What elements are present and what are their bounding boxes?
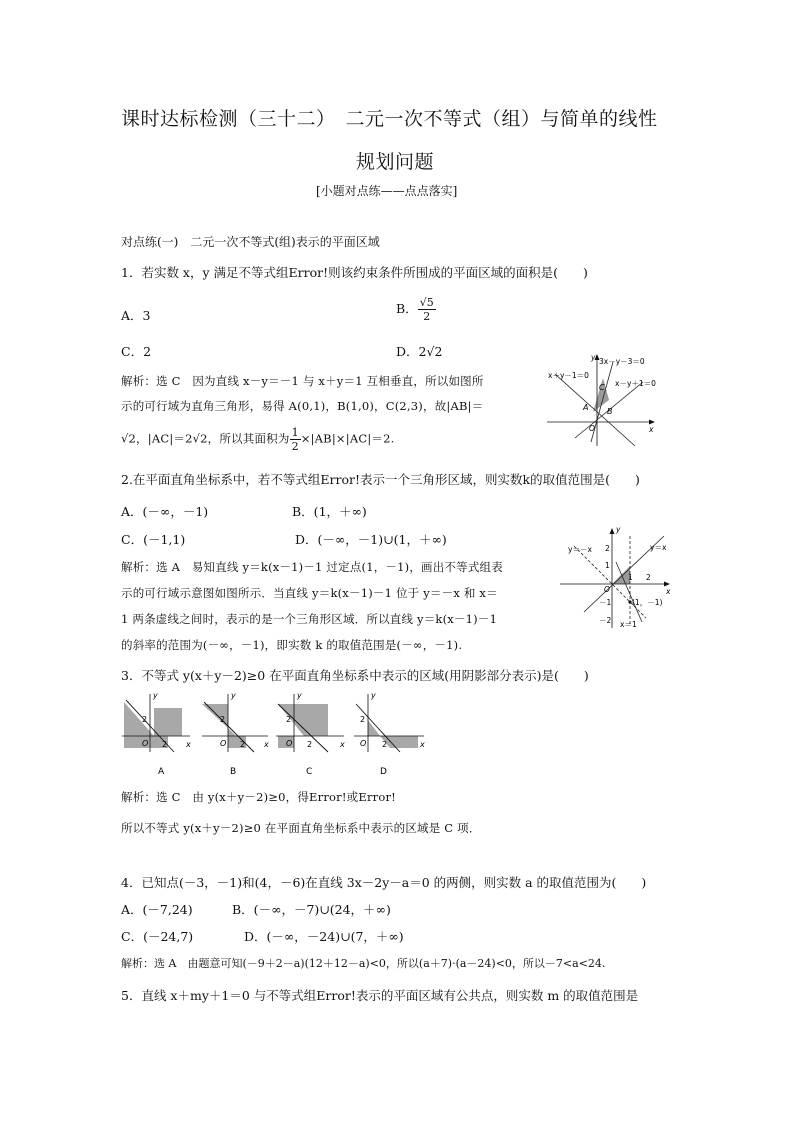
q2-label-x-eq-1: x＝1: [620, 620, 637, 629]
q1-solution-numerator: 1: [291, 426, 299, 439]
q4-option-a: A．(－7,24): [121, 902, 193, 917]
q3-b-x-label: x: [264, 740, 269, 749]
q1-option-b: [396, 296, 436, 323]
q2-option-d: D．(－∞，－1)∪(1，＋∞): [295, 532, 447, 547]
q4-option-d: D．(－∞，－24)∪(7，＋∞): [244, 929, 404, 944]
q2-label-y-eq-x: y＝x: [650, 543, 667, 552]
q3-d-tick-x: 2: [382, 740, 388, 749]
q2-tick-x-1: 1: [628, 573, 633, 582]
q3-a-origin: O: [142, 739, 149, 748]
q2-solution-line3: 1 两条虚线之间时，表示的是一个三角形区域．所以直线 y＝k(x－1)－1: [121, 612, 498, 626]
q3-figure-b: [202, 691, 269, 752]
question-2-stem: 2.在平面直角坐标系中，若不等式组Error!表示一个三角形区域，则实数k的取值范围是( ): [121, 472, 640, 487]
q3-caption-b: B: [230, 767, 237, 777]
subtitle: [小题对点练——点点落实]: [316, 184, 458, 198]
q1-label-top: 3x－y－3＝0: [599, 357, 645, 366]
q1-feasible-region-figure: [545, 350, 665, 448]
q2-option-b: B．(1，＋∞): [292, 504, 367, 519]
q3-a-y-label: y: [153, 691, 158, 700]
q3-caption-a: A: [158, 767, 165, 777]
page-title: 课时达标检测（三十二） 二元一次不等式（组）与简单的线性: [121, 108, 658, 130]
q3-figure-a: [122, 691, 191, 752]
q3-c-origin: O: [286, 739, 293, 748]
q2-y-arrow: [610, 528, 615, 534]
q3-a-shade-top: [154, 708, 182, 736]
q2-solution-line2: 示的可行域示意图如图所示．当直线 y＝k(x－1)－1 位于 y＝－x 和 x＝: [121, 586, 498, 600]
q1-origin: O: [589, 424, 595, 433]
q2-solution-line4: 的斜率的范围为(－∞，－1)，即实数 k 的取值范围是(－∞，－1).: [121, 638, 463, 652]
q4-solution: 解析：选 A 由题意可知(－9＋2－a)(12＋12－a)<0，所以(a＋7)·(a－24)<0，所以－7<a<24.: [121, 957, 606, 970]
q3-c-tick-y: 2: [286, 715, 292, 724]
q1-label-right: x－y＋1＝0: [615, 379, 656, 388]
q1-x-label: x: [649, 425, 654, 434]
q3-b-y-label: y: [231, 691, 236, 700]
q3-option-figures: [118, 690, 438, 780]
q3-c-y-label: y: [297, 691, 302, 700]
q3-solution-line1: 解析：选 C 由 y(x＋y－2)≥0，得Error!或Error!: [121, 790, 396, 804]
q3-solution-line2: 所以不等式 y(x＋y－2)≥0 在平面直角坐标系中表示的区域是 C 项．: [121, 821, 481, 835]
q1-solution-line2: 示的可行域为直角三角形，易得 A(0,1)，B(1,0)，C(2,3)，故|AB|＝: [121, 399, 484, 413]
q1-solution-fraction: [290, 426, 301, 453]
q1-solution-line3-a: √2，|AC|＝2√2，所以其面积为: [121, 431, 290, 446]
question-5-stem: 5．直线 x＋my＋1＝0 与不等式组Error!表示的平面区域有公共点，则实数 m 的取值范围是: [121, 988, 639, 1003]
q1-option-d: D．2√2: [396, 344, 443, 359]
question-4-stem: 4．已知点(－3，－1)和(4，－6)在直线 3x－2y－a＝0 的两侧，则实数 a 的取值范围为( ): [121, 875, 647, 890]
q3-figure-c: [276, 691, 345, 752]
q2-x-label: x: [666, 587, 671, 596]
q3-d-y-label: y: [371, 691, 376, 700]
q3-caption-c: C: [306, 767, 313, 777]
q1-solution-line3: [121, 426, 394, 453]
section-heading: 对点练(一) 二元一次不等式(组)表示的平面区域: [121, 235, 380, 249]
q2-tick-y-2: 2: [605, 544, 610, 553]
q1-option-b-denominator: 2: [423, 310, 431, 323]
q1-solution-line3-b: ×|AB|×|AC|＝2.: [300, 431, 395, 446]
q2-x-arrow: [664, 582, 670, 587]
q3-d-origin: O: [360, 739, 367, 748]
q3-c-tick-x: 2: [307, 740, 313, 749]
q1-option-b-numerator: √5: [419, 296, 434, 309]
q1-solution-line1: 解析：选 C 因为直线 x－y＝－1 与 x＋y＝1 互相垂直，所以如图所: [121, 374, 484, 388]
q3-a-tick-x: 2: [162, 740, 168, 749]
q3-d-tick-y: 2: [360, 715, 366, 724]
q1-solution-denominator: 2: [291, 440, 299, 453]
q2-tick-y-neg1: －1: [599, 598, 612, 607]
q3-figure-d: [354, 691, 425, 752]
q3-a-tick-y: 2: [142, 715, 148, 724]
q4-option-b: B．(－∞，－7)∪(24，＋∞): [232, 902, 391, 917]
question-1-stem: 1．若实数 x，y 满足不等式组Error!则该约束条件所围成的平面区域的面积是( ): [121, 265, 588, 280]
q3-caption-d: D: [380, 767, 387, 777]
q1-option-c: C．2: [121, 344, 152, 359]
q2-solution-line1: 解析：选 A 易知直线 y＝k(x－1)－1 过定点(1，－1)，画出不等式组表: [121, 560, 503, 574]
q4-option-c: C．(－24,7): [121, 929, 194, 944]
q3-b-tick-y: 2: [220, 715, 226, 724]
q2-origin: O: [604, 585, 610, 594]
q2-label-point: (1，－1): [632, 598, 663, 607]
q3-c-x-label: x: [340, 740, 345, 749]
q2-option-a: A．(－∞，－1): [121, 504, 209, 519]
q1-option-b-label: B．: [396, 301, 418, 316]
q3-b-origin: O: [220, 739, 227, 748]
q2-feasible-region-figure: [556, 522, 674, 632]
q1-point-c: C: [599, 383, 605, 392]
q2-y-label: y: [616, 525, 621, 534]
q1-point-b: B: [607, 407, 613, 416]
question-3-stem: 3．不等式 y(x＋y－2)≥0 在平面直角坐标系中表示的区域(用阴影部分表示)是( ): [121, 668, 589, 683]
q3-a-x-label: x: [186, 740, 191, 749]
q2-tick-x-2: 2: [646, 573, 651, 582]
q1-label-left: x＋y－1＝0: [548, 371, 589, 380]
q3-a-shade-left: [124, 702, 154, 736]
q2-label-y-neg-x: y＝－x: [568, 545, 592, 554]
q2-tick-y-neg2: －2: [599, 616, 612, 625]
page-title-line2: 规划问题: [356, 151, 435, 173]
q1-point-a: A: [583, 403, 589, 412]
q2-tick-y-1: 1: [605, 561, 610, 570]
q2-option-c: C．(－1,1): [121, 532, 186, 547]
q1-x-arrow: [649, 420, 655, 425]
q3-d-x-label: x: [420, 740, 425, 749]
q3-b-tick-x: 2: [240, 740, 246, 749]
q1-option-b-fraction: [418, 296, 436, 323]
q1-y-label: y: [591, 353, 596, 362]
q1-option-a: A．3: [121, 308, 151, 323]
